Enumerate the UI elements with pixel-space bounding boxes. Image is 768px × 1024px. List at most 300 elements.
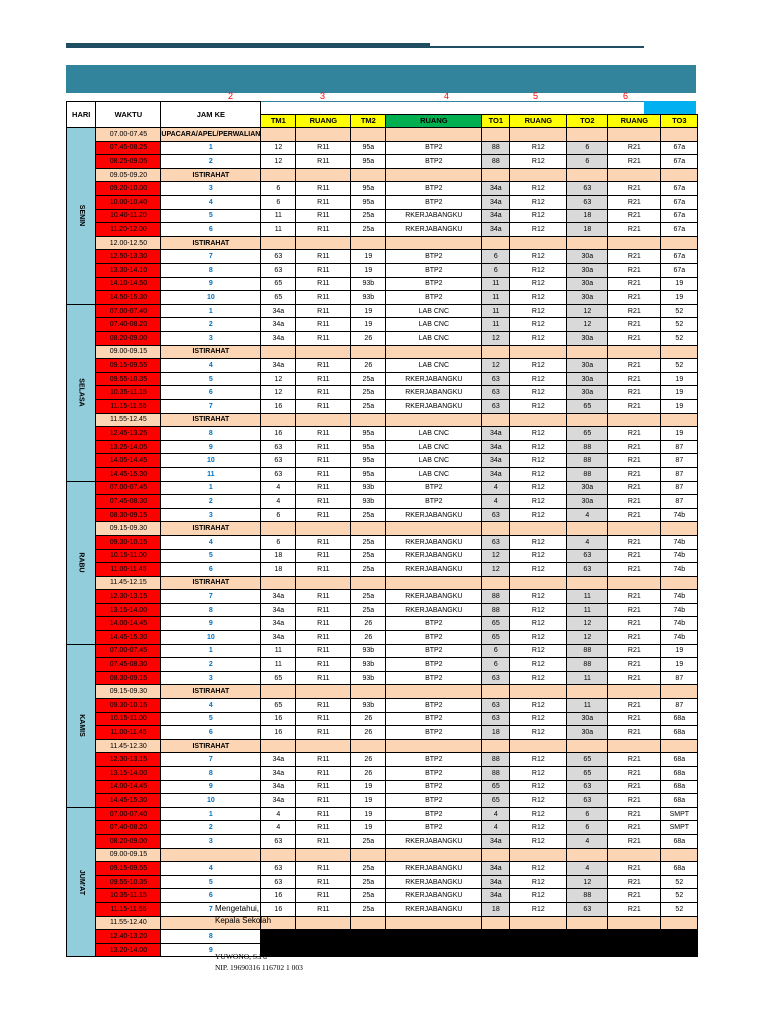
- period-number: 3: [161, 332, 261, 346]
- break-cell: [567, 168, 608, 182]
- schedule-cell: 52: [661, 332, 698, 346]
- schedule-cell: 26: [351, 726, 386, 740]
- schedule-cell: 63: [482, 535, 510, 549]
- break-cell: [567, 345, 608, 359]
- schedule-cell: 19: [351, 821, 386, 835]
- schedule-cell: 34a: [482, 454, 510, 468]
- schedule-cell: 30a: [567, 277, 608, 291]
- table-row: [67, 481, 698, 495]
- schedule-cell: 12: [567, 631, 608, 645]
- signature-line-1: Mengetahui,: [215, 904, 260, 913]
- schedule-cell: 4: [482, 807, 510, 821]
- schedule-cell: R21: [608, 250, 661, 264]
- schedule-cell: 93b: [351, 658, 386, 672]
- break-cell: [661, 685, 698, 699]
- schedule-cell: 67a: [661, 209, 698, 223]
- header-band: [66, 65, 696, 93]
- time-cell: 09.15-09.30: [96, 685, 161, 699]
- schedule-cell: 88: [567, 440, 608, 454]
- schedule-cell: 74b: [661, 590, 698, 604]
- time-cell: 08.30-09.15: [96, 671, 161, 685]
- schedule-cell: BTP2: [386, 671, 482, 685]
- schedule-cell: BTP2: [386, 264, 482, 278]
- schedule-cell: BTP2: [386, 495, 482, 509]
- table-row: [67, 427, 698, 441]
- break-cell: [608, 576, 661, 590]
- schedule-cell: R21: [608, 141, 661, 155]
- schedule-cell: 6: [261, 535, 296, 549]
- column-number: 6: [623, 91, 629, 101]
- schedule-cell: R21: [608, 535, 661, 549]
- schedule-cell: 34a: [261, 617, 296, 631]
- day-label: [67, 644, 96, 807]
- schedule-cell: 6: [567, 821, 608, 835]
- schedule-cell: R11: [296, 467, 351, 481]
- break-cell: [608, 522, 661, 536]
- break-cell: [608, 739, 661, 753]
- header-ruang-3: RUANG: [510, 114, 567, 128]
- schedule-cell: R12: [510, 399, 567, 413]
- schedule-cell: 74b: [661, 631, 698, 645]
- schedule-cell: R11: [296, 834, 351, 848]
- schedule-cell: R21: [608, 644, 661, 658]
- time-cell: 11.45-12.30: [96, 739, 161, 753]
- time-cell: 07.00-07.45: [96, 481, 161, 495]
- schedule-cell: 12: [482, 563, 510, 577]
- break-cell: [661, 739, 698, 753]
- schedule-cell: 4: [482, 481, 510, 495]
- table-row: [67, 699, 698, 713]
- period-number: 5: [161, 875, 261, 889]
- schedule-cell: R11: [296, 399, 351, 413]
- time-cell: 09.55-10.35: [96, 372, 161, 386]
- schedule-cell: R11: [296, 481, 351, 495]
- schedule-cell: RKERJABANGKU: [386, 603, 482, 617]
- table-row: [67, 685, 698, 699]
- period-number: 8: [161, 427, 261, 441]
- break-cell: [661, 345, 698, 359]
- schedule-cell: 65: [567, 399, 608, 413]
- time-cell: 13.30-14.10: [96, 264, 161, 278]
- table-row: [67, 549, 698, 563]
- schedule-cell: 87: [661, 671, 698, 685]
- schedule-cell: 95a: [351, 454, 386, 468]
- period-number: 5: [161, 372, 261, 386]
- table-row: [67, 889, 698, 903]
- schedule-cell: SMPT: [661, 807, 698, 821]
- break-cell: [482, 345, 510, 359]
- schedule-cell: 52: [661, 304, 698, 318]
- signature-line-2: Kepala Sekolah: [215, 916, 272, 925]
- break-cell: [510, 128, 567, 142]
- time-cell: 11.20-12.00: [96, 223, 161, 237]
- schedule-cell: 68a: [661, 794, 698, 808]
- schedule-cell: 63: [261, 862, 296, 876]
- schedule-cell: RKERJABANGKU: [386, 563, 482, 577]
- schedule-cell: R21: [608, 699, 661, 713]
- schedule-cell: 11: [261, 209, 296, 223]
- schedule-cell: R12: [510, 862, 567, 876]
- period-number: 6: [161, 223, 261, 237]
- break-cell: [661, 168, 698, 182]
- schedule-cell: R11: [296, 182, 351, 196]
- schedule-cell: BTP2: [386, 807, 482, 821]
- time-cell: 09.05-09.20: [96, 168, 161, 182]
- schedule-cell: R21: [608, 753, 661, 767]
- schedule-cell: 74b: [661, 617, 698, 631]
- period-number: 9: [161, 617, 261, 631]
- schedule-cell: 34a: [482, 875, 510, 889]
- schedule-cell: 68a: [661, 726, 698, 740]
- schedule-cell: 68a: [661, 834, 698, 848]
- schedule-cell: RKERJABANGKU: [386, 834, 482, 848]
- schedule-cell: 19: [351, 794, 386, 808]
- schedule-cell: 25a: [351, 889, 386, 903]
- schedule-cell: 25a: [351, 549, 386, 563]
- schedule-cell: R11: [296, 318, 351, 332]
- period-number: 3: [161, 182, 261, 196]
- schedule-cell: R21: [608, 821, 661, 835]
- schedule-cell: 34a: [482, 223, 510, 237]
- break-label: ISTIRAHAT: [161, 685, 261, 699]
- break-cell: [351, 685, 386, 699]
- schedule-cell: LAB CNC: [386, 440, 482, 454]
- schedule-cell: 65: [261, 277, 296, 291]
- break-cell: [482, 168, 510, 182]
- break-cell: [351, 236, 386, 250]
- period-number: 6: [161, 726, 261, 740]
- schedule-cell: 11: [482, 318, 510, 332]
- schedule-cell: 34a: [261, 631, 296, 645]
- schedule-cell: R21: [608, 712, 661, 726]
- schedule-cell: 25a: [351, 535, 386, 549]
- break-cell: [386, 128, 482, 142]
- time-cell: 07.40-08.20: [96, 821, 161, 835]
- schedule-cell: 63: [567, 902, 608, 916]
- schedule-cell: BTP2: [386, 767, 482, 781]
- break-cell: [567, 413, 608, 427]
- schedule-cell: R11: [296, 889, 351, 903]
- period-number: 8: [161, 264, 261, 278]
- schedule-cell: R21: [608, 440, 661, 454]
- schedule-cell: 88: [567, 454, 608, 468]
- table-row: [67, 522, 698, 536]
- schedule-cell: 30a: [567, 386, 608, 400]
- schedule-cell: R21: [608, 454, 661, 468]
- table-row: [67, 563, 698, 577]
- period-number: 7: [161, 250, 261, 264]
- schedule-cell: 95a: [351, 427, 386, 441]
- schedule-cell: 65: [482, 631, 510, 645]
- break-cell: [661, 413, 698, 427]
- schedule-cell: 93b: [351, 291, 386, 305]
- schedule-cell: 67a: [661, 250, 698, 264]
- schedule-cell: 68a: [661, 712, 698, 726]
- schedule-cell: 12: [482, 332, 510, 346]
- schedule-cell: R21: [608, 481, 661, 495]
- table-row: [67, 535, 698, 549]
- schedule-cell: 11: [261, 644, 296, 658]
- schedule-cell: 30a: [567, 372, 608, 386]
- schedule-cell: 16: [261, 427, 296, 441]
- period-number: 10: [161, 454, 261, 468]
- schedule-cell: RKERJABANGKU: [386, 902, 482, 916]
- schedule-cell: 88: [482, 603, 510, 617]
- break-cell: [661, 848, 698, 862]
- schedule-cell: R11: [296, 875, 351, 889]
- schedule-cell: 88: [482, 141, 510, 155]
- break-cell: [296, 168, 351, 182]
- schedule-cell: 52: [661, 318, 698, 332]
- schedule-cell: R11: [296, 671, 351, 685]
- schedule-cell: 6: [567, 141, 608, 155]
- schedule-cell: R12: [510, 495, 567, 509]
- schedule-cell: R12: [510, 563, 567, 577]
- column-number: 4: [444, 91, 450, 101]
- time-cell: 09.15-09.55: [96, 862, 161, 876]
- schedule-cell: 63: [261, 467, 296, 481]
- time-cell: 10.35-11.15: [96, 889, 161, 903]
- period-number: 5: [161, 712, 261, 726]
- schedule-cell: R11: [296, 508, 351, 522]
- schedule-cell: R21: [608, 508, 661, 522]
- schedule-cell: 11: [482, 291, 510, 305]
- schedule-cell: R21: [608, 807, 661, 821]
- schedule-cell: R12: [510, 726, 567, 740]
- schedule-cell: R12: [510, 481, 567, 495]
- break-cell: [661, 522, 698, 536]
- column-number: 3: [320, 91, 326, 101]
- break-cell: [608, 685, 661, 699]
- table-row: [67, 794, 698, 808]
- schedule-cell: BTP2: [386, 631, 482, 645]
- schedule-cell: 93b: [351, 277, 386, 291]
- schedule-cell: R12: [510, 767, 567, 781]
- blocked-cell: [261, 943, 698, 957]
- break-cell: [510, 522, 567, 536]
- time-cell: 14.45-15.30: [96, 794, 161, 808]
- schedule-cell: BTP2: [386, 141, 482, 155]
- schedule-cell: 19: [661, 372, 698, 386]
- time-cell: 07.45-08.25: [96, 141, 161, 155]
- break-cell: [567, 128, 608, 142]
- break-cell: [261, 848, 296, 862]
- schedule-cell: 34a: [261, 304, 296, 318]
- schedule-cell: 18: [482, 902, 510, 916]
- schedule-cell: 18: [482, 726, 510, 740]
- schedule-cell: R11: [296, 454, 351, 468]
- time-cell: 11.00-11.45: [96, 563, 161, 577]
- schedule-cell: 30a: [567, 495, 608, 509]
- schedule-cell: R11: [296, 563, 351, 577]
- time-cell: 10.40-11.20: [96, 209, 161, 223]
- schedule-cell: R21: [608, 767, 661, 781]
- day-label: [67, 128, 96, 305]
- schedule-cell: 88: [482, 767, 510, 781]
- schedule-cell: 95a: [351, 182, 386, 196]
- schedule-cell: R12: [510, 807, 567, 821]
- time-cell: 14.00-14.45: [96, 780, 161, 794]
- period-number: 9: [161, 440, 261, 454]
- schedule-cell: 4: [261, 807, 296, 821]
- schedule-cell: 30a: [567, 359, 608, 373]
- period-number: 5: [161, 549, 261, 563]
- schedule-cell: 87: [661, 495, 698, 509]
- time-cell: 10.15-11.00: [96, 549, 161, 563]
- break-label: [161, 848, 261, 862]
- schedule-cell: R12: [510, 590, 567, 604]
- schedule-cell: 67a: [661, 182, 698, 196]
- schedule-cell: LAB CNC: [386, 467, 482, 481]
- table-row: [67, 304, 698, 318]
- schedule-cell: R12: [510, 223, 567, 237]
- period-number: 7: [161, 399, 261, 413]
- schedule-cell: 34a: [261, 767, 296, 781]
- time-cell: 12.40-13.20: [96, 930, 161, 944]
- schedule-cell: R11: [296, 427, 351, 441]
- schedule-cell: 12: [567, 304, 608, 318]
- header-hari: HARI: [67, 102, 96, 128]
- period-number: 8: [161, 767, 261, 781]
- schedule-cell: RKERJABANGKU: [386, 889, 482, 903]
- schedule-cell: 95a: [351, 467, 386, 481]
- schedule-cell: R11: [296, 631, 351, 645]
- schedule-cell: 52: [661, 902, 698, 916]
- schedule-cell: 34a: [261, 753, 296, 767]
- table-row: [67, 834, 698, 848]
- schedule-cell: R11: [296, 807, 351, 821]
- schedule-cell: 6: [482, 658, 510, 672]
- break-cell: [351, 128, 386, 142]
- schedule-cell: R21: [608, 386, 661, 400]
- schedule-cell: R11: [296, 603, 351, 617]
- break-cell: [386, 685, 482, 699]
- break-cell: [510, 685, 567, 699]
- schedule-cell: 52: [661, 359, 698, 373]
- schedule-cell: 30a: [567, 264, 608, 278]
- schedule-cell: 93b: [351, 671, 386, 685]
- schedule-cell: 18: [261, 549, 296, 563]
- schedule-cell: R12: [510, 712, 567, 726]
- time-cell: 07.45-08.30: [96, 495, 161, 509]
- table-row: [67, 943, 698, 957]
- schedule-cell: 34a: [482, 196, 510, 210]
- schedule-cell: 30a: [567, 291, 608, 305]
- break-label: ISTIRAHAT: [161, 345, 261, 359]
- schedule-cell: 6: [567, 155, 608, 169]
- schedule-cell: R21: [608, 427, 661, 441]
- schedule-cell: BTP2: [386, 481, 482, 495]
- table-row: [67, 250, 698, 264]
- schedule-cell: SMPT: [661, 821, 698, 835]
- schedule-cell: R11: [296, 141, 351, 155]
- break-cell: [567, 576, 608, 590]
- schedule-cell: 30a: [567, 332, 608, 346]
- break-cell: [386, 848, 482, 862]
- table-row: [67, 644, 698, 658]
- schedule-cell: BTP2: [386, 712, 482, 726]
- schedule-cell: 34a: [482, 862, 510, 876]
- top-rule-dark: [66, 43, 430, 48]
- schedule-cell: 26: [351, 617, 386, 631]
- schedule-cell: 34a: [482, 427, 510, 441]
- schedule-cell: R12: [510, 821, 567, 835]
- schedule-cell: 88: [567, 467, 608, 481]
- table-row: [67, 848, 698, 862]
- header-tm2: TM2: [351, 114, 386, 128]
- schedule-cell: R12: [510, 467, 567, 481]
- time-cell: 13.25-14.05: [96, 440, 161, 454]
- schedule-cell: R11: [296, 440, 351, 454]
- schedule-cell: R11: [296, 902, 351, 916]
- schedule-cell: R11: [296, 712, 351, 726]
- schedule-cell: 6: [482, 644, 510, 658]
- schedule-cell: 34a: [261, 794, 296, 808]
- schedule-cell: 11: [482, 304, 510, 318]
- schedule-cell: 18: [261, 563, 296, 577]
- schedule-cell: R21: [608, 196, 661, 210]
- schedule-cell: BTP2: [386, 794, 482, 808]
- table-row: [67, 603, 698, 617]
- break-cell: [296, 916, 351, 930]
- break-label: ISTIRAHAT: [161, 168, 261, 182]
- schedule-cell: R11: [296, 753, 351, 767]
- schedule-cell: 4: [261, 481, 296, 495]
- table-row: [67, 399, 698, 413]
- time-cell: 14.50-15.30: [96, 291, 161, 305]
- schedule-cell: R11: [296, 495, 351, 509]
- break-cell: [296, 522, 351, 536]
- time-cell: 14.00-14.45: [96, 617, 161, 631]
- break-cell: [567, 236, 608, 250]
- schedule-cell: LAB CNC: [386, 318, 482, 332]
- schedule-cell: 12: [261, 372, 296, 386]
- schedule-cell: R21: [608, 889, 661, 903]
- schedule-cell: R21: [608, 223, 661, 237]
- schedule-cell: 16: [261, 399, 296, 413]
- schedule-cell: R11: [296, 862, 351, 876]
- schedule-cell: 4: [261, 821, 296, 835]
- day-label: [67, 304, 96, 481]
- schedule-cell: R12: [510, 454, 567, 468]
- time-cell: 10.00-10.40: [96, 196, 161, 210]
- schedule-cell: 93b: [351, 495, 386, 509]
- top-rule-thin: [430, 46, 644, 48]
- schedule-cell: 30a: [567, 250, 608, 264]
- schedule-cell: 87: [661, 467, 698, 481]
- break-cell: [296, 848, 351, 862]
- schedule-cell: 11: [482, 277, 510, 291]
- schedule-cell: 93b: [351, 644, 386, 658]
- break-cell: [296, 236, 351, 250]
- schedule-cell: RKERJABANGKU: [386, 590, 482, 604]
- period-number: 2: [161, 318, 261, 332]
- schedule-cell: BTP2: [386, 726, 482, 740]
- schedule-cell: 25a: [351, 209, 386, 223]
- table-row: [67, 739, 698, 753]
- table-row: [67, 753, 698, 767]
- break-cell: [351, 739, 386, 753]
- schedule-cell: R12: [510, 304, 567, 318]
- time-cell: 11.55-12.40: [96, 916, 161, 930]
- time-cell: 14.45-15.30: [96, 467, 161, 481]
- schedule-cell: 74b: [661, 563, 698, 577]
- period-number: 9: [161, 277, 261, 291]
- schedule-cell: 65: [482, 780, 510, 794]
- schedule-cell: 6: [482, 250, 510, 264]
- table-row: [67, 155, 698, 169]
- schedule-cell: BTP2: [386, 155, 482, 169]
